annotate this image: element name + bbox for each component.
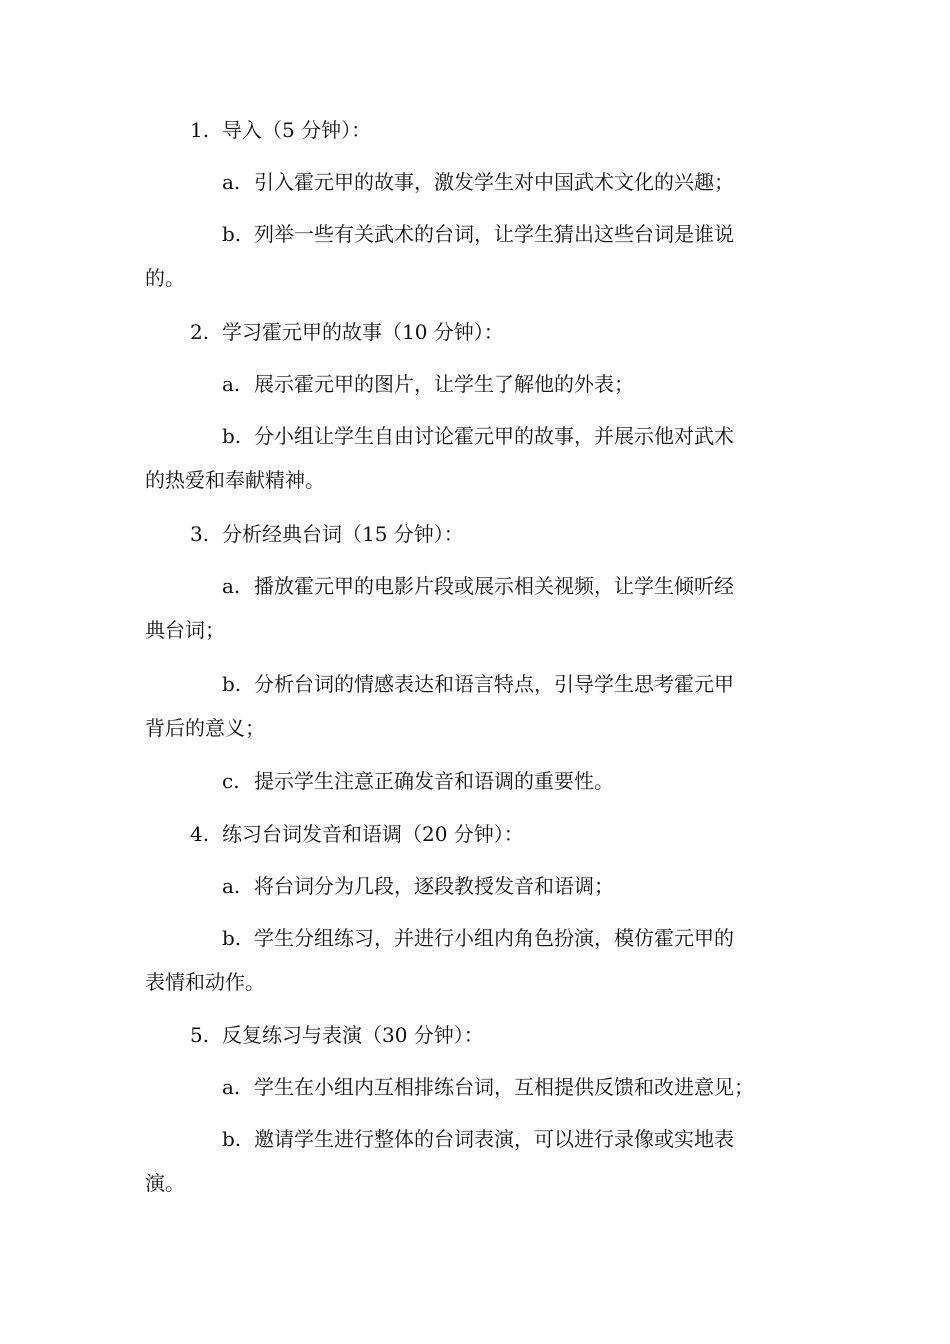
item-marker: b. — [222, 672, 242, 696]
item-text: 引入霍元甲的故事，激发学生对中国武术文化的兴趣； — [254, 170, 734, 194]
item-text: 邀请学生进行整体的台词表演，可以进行录像或实地表 — [254, 1127, 734, 1151]
section-heading — [190, 520, 464, 548]
section-title: 分析经典台词（15 分钟）： — [222, 522, 464, 546]
item-text: 列举一些有关武术的台词，让学生猜出这些台词是谁说 — [254, 222, 734, 246]
item-text-continuation: 的。 — [145, 266, 185, 290]
list-item — [222, 168, 734, 196]
item-marker: a. — [222, 1075, 241, 1099]
item-text: 分小组让学生自由讨论霍元甲的故事，并展示他对武术 — [254, 424, 734, 448]
section-title: 练习台词发音和语调（20 分钟）： — [222, 822, 524, 846]
section-number: 4. — [190, 822, 210, 846]
section-number: 5. — [190, 1023, 210, 1047]
item-marker: a. — [222, 574, 241, 598]
item-text: 提示学生注意正确发音和语调的重要性。 — [254, 769, 614, 793]
list-item — [222, 924, 734, 952]
item-text: 分析台词的情感表达和语言特点，引导学生思考霍元甲 — [254, 672, 734, 696]
section-heading — [190, 116, 371, 144]
list-item — [222, 767, 614, 795]
item-marker: b. — [222, 222, 242, 246]
list-item — [222, 370, 634, 398]
item-marker: c. — [222, 769, 240, 793]
item-text: 播放霍元甲的电影片段或展示相关视频，让学生倾听经 — [254, 574, 734, 598]
item-text: 学生在小组内互相排练台词，互相提供反馈和改进意见； — [254, 1075, 754, 1099]
list-item — [222, 670, 734, 698]
section-number: 3. — [190, 522, 210, 546]
section-heading — [190, 1021, 484, 1049]
item-marker: b. — [222, 1127, 242, 1151]
item-marker: a. — [222, 372, 241, 396]
item-text-continuation: 的热爱和奉献精神。 — [145, 468, 325, 492]
list-item — [222, 220, 734, 248]
item-text: 将台词分为几段，逐段教授发音和语调； — [254, 874, 614, 898]
section-title: 导入（5 分钟）： — [222, 118, 372, 142]
list-item — [222, 572, 734, 600]
item-text-continuation: 演。 — [145, 1171, 185, 1195]
section-heading — [190, 820, 524, 848]
section-number: 2. — [190, 320, 210, 344]
item-marker: b. — [222, 424, 242, 448]
section-number: 1. — [190, 118, 210, 142]
item-marker: a. — [222, 874, 241, 898]
item-text-continuation: 表情和动作。 — [145, 970, 265, 994]
item-text: 学生分组练习，并进行小组内角色扮演，模仿霍元甲的 — [254, 926, 734, 950]
list-item — [222, 1073, 754, 1101]
section-title: 反复练习与表演（30 分钟）： — [222, 1023, 484, 1047]
list-item — [222, 872, 614, 900]
item-marker: a. — [222, 170, 241, 194]
section-title: 学习霍元甲的故事（10 分钟）： — [222, 320, 504, 344]
item-text: 展示霍元甲的图片，让学生了解他的外表； — [254, 372, 634, 396]
list-item — [222, 1125, 734, 1153]
item-marker: b. — [222, 926, 242, 950]
list-item — [222, 422, 734, 450]
section-heading — [190, 318, 504, 346]
item-text-continuation: 典台词； — [145, 618, 225, 642]
item-text-continuation: 背后的意义； — [145, 716, 265, 740]
